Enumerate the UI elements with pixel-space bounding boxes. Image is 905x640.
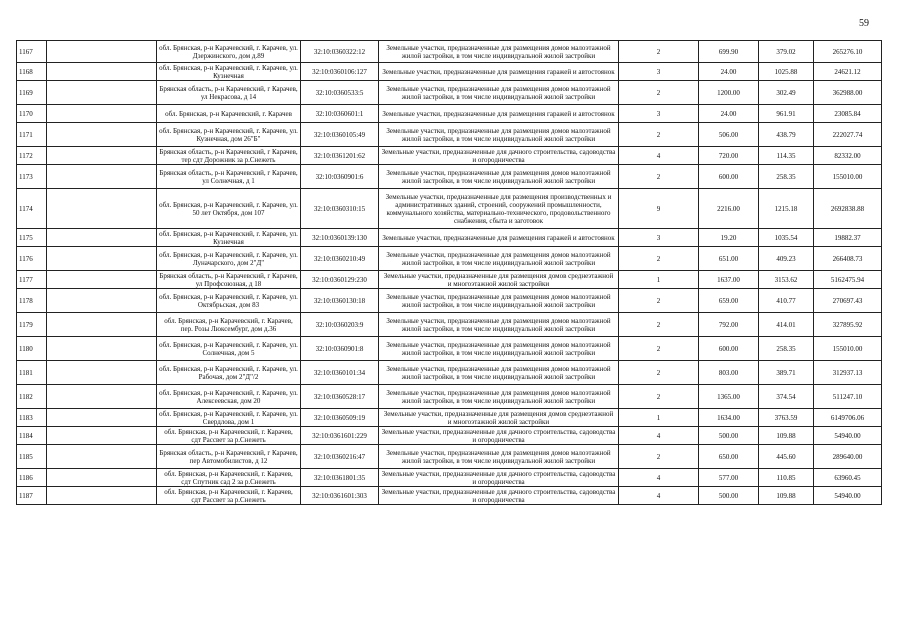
specific-value-cell: 109.88 bbox=[759, 427, 814, 445]
category-number-cell: 1 bbox=[619, 409, 699, 427]
address-cell: обл. Брянская, р-н Карачевский, г. Карачев, ул. 50 лет Октября, дом 107 bbox=[157, 189, 301, 229]
row-number: 1184 bbox=[17, 427, 47, 445]
cadastral-number-cell: 32:10:0361801:35 bbox=[301, 469, 379, 487]
specific-value-cell: 258.35 bbox=[759, 165, 814, 189]
row-number: 1178 bbox=[17, 289, 47, 313]
specific-value-cell: 110.85 bbox=[759, 469, 814, 487]
area-cell: 600.00 bbox=[699, 337, 759, 361]
row-number: 1170 bbox=[17, 105, 47, 123]
spacer-cell bbox=[47, 81, 157, 105]
cadastral-number-cell: 32:10:0360310:15 bbox=[301, 189, 379, 229]
cadastral-number-cell: 32:10:0360203:9 bbox=[301, 313, 379, 337]
area-cell: 600.00 bbox=[699, 165, 759, 189]
cadastral-value-cell: 289640.00 bbox=[814, 445, 882, 469]
area-cell: 1637.00 bbox=[699, 271, 759, 289]
address-cell: обл. Брянская, р-н Карачевский, г. Карачев, ул. Октябрьская, дом 83 bbox=[157, 289, 301, 313]
table-row bbox=[17, 41, 882, 63]
cadastral-value-cell: 327895.92 bbox=[814, 313, 882, 337]
category-number-cell: 2 bbox=[619, 385, 699, 409]
area-cell: 1365.00 bbox=[699, 385, 759, 409]
area-cell: 2216.00 bbox=[699, 189, 759, 229]
cadastral-value-cell: 270697.43 bbox=[814, 289, 882, 313]
table-row bbox=[17, 409, 882, 427]
address-cell: обл. Брянская, р-н Карачевский, г. Карачев, ул. Кузнечная, дом 26"Б" bbox=[157, 123, 301, 147]
address-cell: обл. Брянская, р-н Карачевский, г. Карачев, сдт Рассвет за р.Снежеть bbox=[157, 487, 301, 505]
row-number: 1177 bbox=[17, 271, 47, 289]
land-purpose-cell: Земельные участки, предназначенные для дачного строительства, садоводства и огородничества bbox=[379, 427, 619, 445]
table-row bbox=[17, 165, 882, 189]
category-number-cell: 3 bbox=[619, 105, 699, 123]
category-number-cell: 2 bbox=[619, 445, 699, 469]
land-plots-table bbox=[16, 40, 882, 505]
land-purpose-cell: Земельные участки, предназначенные для размещения домов малоэтажной жилой застройки, в том числе индивидуальной жилой застройки bbox=[379, 385, 619, 409]
cadastral-value-cell: 2692838.88 bbox=[814, 189, 882, 229]
specific-value-cell: 1215.18 bbox=[759, 189, 814, 229]
row-number: 1173 bbox=[17, 165, 47, 189]
specific-value-cell: 389.71 bbox=[759, 361, 814, 385]
land-purpose-cell: Земельные участки, предназначенные для размещения домов малоэтажной жилой застройки, в том числе индивидуальной жилой застройки bbox=[379, 123, 619, 147]
table-row bbox=[17, 289, 882, 313]
address-cell: обл. Брянская, р-н Карачевский, г. Карачев, ул. Луначарского, дом 2"Д" bbox=[157, 247, 301, 271]
category-number-cell: 2 bbox=[619, 289, 699, 313]
table-row bbox=[17, 361, 882, 385]
table-row bbox=[17, 445, 882, 469]
area-cell: 659.00 bbox=[699, 289, 759, 313]
area-cell: 577.00 bbox=[699, 469, 759, 487]
row-number: 1175 bbox=[17, 229, 47, 247]
area-cell: 500.00 bbox=[699, 487, 759, 505]
spacer-cell bbox=[47, 361, 157, 385]
row-number: 1169 bbox=[17, 81, 47, 105]
cadastral-number-cell: 32:10:0360528:17 bbox=[301, 385, 379, 409]
row-number: 1187 bbox=[17, 487, 47, 505]
category-number-cell: 2 bbox=[619, 337, 699, 361]
category-number-cell: 9 bbox=[619, 189, 699, 229]
cadastral-value-cell: 511247.10 bbox=[814, 385, 882, 409]
specific-value-cell: 302.49 bbox=[759, 81, 814, 105]
area-cell: 500.00 bbox=[699, 427, 759, 445]
spacer-cell bbox=[47, 229, 157, 247]
cadastral-value-cell: 266408.73 bbox=[814, 247, 882, 271]
table-row bbox=[17, 337, 882, 361]
category-number-cell: 2 bbox=[619, 123, 699, 147]
land-purpose-cell: Земельные участки, предназначенные для дачного строительства, садоводства и огородничества bbox=[379, 469, 619, 487]
cadastral-value-cell: 54940.00 bbox=[814, 427, 882, 445]
spacer-cell bbox=[47, 313, 157, 337]
land-purpose-cell: Земельные участки, предназначенные для размещения гаражей и автостоянок bbox=[379, 63, 619, 81]
specific-value-cell: 258.35 bbox=[759, 337, 814, 361]
row-number: 1176 bbox=[17, 247, 47, 271]
cadastral-number-cell: 32:10:0360533:5 bbox=[301, 81, 379, 105]
address-cell: обл. Брянская, р-н Карачевский, г. Карачев, ул. Кузнечная bbox=[157, 63, 301, 81]
specific-value-cell: 3153.62 bbox=[759, 271, 814, 289]
table-row bbox=[17, 385, 882, 409]
row-number: 1183 bbox=[17, 409, 47, 427]
land-purpose-cell: Земельные участки, предназначенные для размещения домов среднеэтажной и многоэтажной жилой застройки bbox=[379, 271, 619, 289]
specific-value-cell: 109.88 bbox=[759, 487, 814, 505]
category-number-cell: 2 bbox=[619, 41, 699, 63]
table-row bbox=[17, 247, 882, 271]
area-cell: 19.20 bbox=[699, 229, 759, 247]
specific-value-cell: 438.79 bbox=[759, 123, 814, 147]
address-cell: Брянская область, р-н Карачевский, г Карачев, ул Профсоюзная, д 18 bbox=[157, 271, 301, 289]
land-purpose-cell: Земельные участки, предназначенные для размещения домов малоэтажной жилой застройки, в том числе индивидуальной жилой застройки bbox=[379, 289, 619, 313]
specific-value-cell: 114.35 bbox=[759, 147, 814, 165]
table-row bbox=[17, 189, 882, 229]
cadastral-value-cell: 6149706.06 bbox=[814, 409, 882, 427]
land-purpose-cell: Земельные участки, предназначенные для дачного строительства, садоводства и огородничества bbox=[379, 487, 619, 505]
area-cell: 24.00 bbox=[699, 63, 759, 81]
cadastral-value-cell: 222027.74 bbox=[814, 123, 882, 147]
page-number: 59 bbox=[859, 18, 869, 29]
land-purpose-cell: Земельные участки, предназначенные для размещения домов малоэтажной жилой застройки, в том числе индивидуальной жилой застройки bbox=[379, 41, 619, 63]
address-cell: Брянская область, р-н Карачевский, г Карачев, ул Некрасова, д 14 bbox=[157, 81, 301, 105]
cadastral-number-cell: 32:10:0360139:130 bbox=[301, 229, 379, 247]
land-purpose-cell: Земельные участки, предназначенные для размещения домов малоэтажной жилой застройки, в том числе индивидуальной жилой застройки bbox=[379, 337, 619, 361]
cadastral-number-cell: 32:10:0361601:229 bbox=[301, 427, 379, 445]
category-number-cell: 2 bbox=[619, 165, 699, 189]
spacer-cell bbox=[47, 271, 157, 289]
spacer-cell bbox=[47, 105, 157, 123]
cadastral-number-cell: 32:10:0361201:62 bbox=[301, 147, 379, 165]
spacer-cell bbox=[47, 487, 157, 505]
spacer-cell bbox=[47, 469, 157, 487]
category-number-cell: 4 bbox=[619, 427, 699, 445]
row-number: 1167 bbox=[17, 41, 47, 63]
cadastral-value-cell: 312937.13 bbox=[814, 361, 882, 385]
row-number: 1174 bbox=[17, 189, 47, 229]
address-cell: обл. Брянская, р-н Карачевский, г. Карачев, ул. Свердлова, дом 1 bbox=[157, 409, 301, 427]
specific-value-cell: 410.77 bbox=[759, 289, 814, 313]
spacer-cell bbox=[47, 165, 157, 189]
category-number-cell: 4 bbox=[619, 469, 699, 487]
area-cell: 650.00 bbox=[699, 445, 759, 469]
cadastral-value-cell: 265276.10 bbox=[814, 41, 882, 63]
area-cell: 699.90 bbox=[699, 41, 759, 63]
land-purpose-cell: Земельные участки, предназначенные для размещения домов малоэтажной жилой застройки, в том числе индивидуальной жилой застройки bbox=[379, 247, 619, 271]
land-purpose-cell: Земельные участки, предназначенные для размещения домов малоэтажной жилой застройки, в том числе индивидуальной жилой застройки bbox=[379, 361, 619, 385]
cadastral-number-cell: 32:10:0360106:127 bbox=[301, 63, 379, 81]
area-cell: 651.00 bbox=[699, 247, 759, 271]
specific-value-cell: 3763.59 bbox=[759, 409, 814, 427]
table-row bbox=[17, 105, 882, 123]
cadastral-number-cell: 32:10:0360129:230 bbox=[301, 271, 379, 289]
specific-value-cell: 409.23 bbox=[759, 247, 814, 271]
row-number: 1179 bbox=[17, 313, 47, 337]
address-cell: Брянская область, р-н Карачевский, г Карачев, ул Солнечная, д 1 bbox=[157, 165, 301, 189]
cadastral-value-cell: 54940.00 bbox=[814, 487, 882, 505]
table-row bbox=[17, 229, 882, 247]
category-number-cell: 2 bbox=[619, 81, 699, 105]
area-cell: 720.00 bbox=[699, 147, 759, 165]
address-cell: обл. Брянская, р-н Карачевский, г. Карачев bbox=[157, 105, 301, 123]
spacer-cell bbox=[47, 409, 157, 427]
specific-value-cell: 961.91 bbox=[759, 105, 814, 123]
category-number-cell: 4 bbox=[619, 147, 699, 165]
area-cell: 792.00 bbox=[699, 313, 759, 337]
row-number: 1180 bbox=[17, 337, 47, 361]
category-number-cell: 2 bbox=[619, 247, 699, 271]
specific-value-cell: 374.54 bbox=[759, 385, 814, 409]
cadastral-value-cell: 63960.45 bbox=[814, 469, 882, 487]
land-purpose-cell: Земельные участки, предназначенные для дачного строительства, садоводства и огородничества bbox=[379, 147, 619, 165]
spacer-cell bbox=[47, 385, 157, 409]
row-number: 1182 bbox=[17, 385, 47, 409]
land-purpose-cell: Земельные участки, предназначенные для размещения гаражей и автостоянок bbox=[379, 229, 619, 247]
table-row bbox=[17, 427, 882, 445]
specific-value-cell: 1035.54 bbox=[759, 229, 814, 247]
table-row bbox=[17, 147, 882, 165]
table-row bbox=[17, 487, 882, 505]
land-purpose-cell: Земельные участки, предназначенные для размещения домов среднеэтажной и многоэтажной жилой застройки bbox=[379, 409, 619, 427]
cadastral-number-cell: 32:10:0360210:49 bbox=[301, 247, 379, 271]
table-row bbox=[17, 271, 882, 289]
address-cell: обл. Брянская, р-н Карачевский, г. Карачев, сдт Рассвет за р.Снежеть bbox=[157, 427, 301, 445]
cadastral-number-cell: 32:10:0360509:19 bbox=[301, 409, 379, 427]
cadastral-number-cell: 32:10:0360130:18 bbox=[301, 289, 379, 313]
category-number-cell: 3 bbox=[619, 229, 699, 247]
row-number: 1168 bbox=[17, 63, 47, 81]
area-cell: 1634.00 bbox=[699, 409, 759, 427]
row-number: 1181 bbox=[17, 361, 47, 385]
row-number: 1185 bbox=[17, 445, 47, 469]
cadastral-value-cell: 24621.12 bbox=[814, 63, 882, 81]
area-cell: 803.00 bbox=[699, 361, 759, 385]
land-purpose-cell: Земельные участки, предназначенные для размещения домов малоэтажной жилой застройки, в том числе индивидуальной жилой застройки bbox=[379, 313, 619, 337]
spacer-cell bbox=[47, 337, 157, 361]
area-cell: 506.00 bbox=[699, 123, 759, 147]
address-cell: Брянская область, р-н Карачевский, г Карачев, пер Автомобилистов, д 12 bbox=[157, 445, 301, 469]
row-number: 1171 bbox=[17, 123, 47, 147]
specific-value-cell: 445.60 bbox=[759, 445, 814, 469]
table-row bbox=[17, 123, 882, 147]
area-cell: 24.00 bbox=[699, 105, 759, 123]
address-cell: обл. Брянская, р-н Карачевский, г. Карачев, сдт Спутник сад 2 за р.Снежеть bbox=[157, 469, 301, 487]
address-cell: обл. Брянская, р-н Карачевский, г. Карачев, пер. Розы Люксембург, дом д.36 bbox=[157, 313, 301, 337]
cadastral-value-cell: 362988.00 bbox=[814, 81, 882, 105]
spacer-cell bbox=[47, 123, 157, 147]
specific-value-cell: 414.01 bbox=[759, 313, 814, 337]
land-purpose-cell: Земельные участки, предназначенные для размещения гаражей и автостоянок bbox=[379, 105, 619, 123]
table-row bbox=[17, 81, 882, 105]
category-number-cell: 2 bbox=[619, 313, 699, 337]
spacer-cell bbox=[47, 147, 157, 165]
category-number-cell: 2 bbox=[619, 361, 699, 385]
table-body bbox=[17, 41, 882, 505]
cadastral-number-cell: 32:10:0361601:303 bbox=[301, 487, 379, 505]
cadastral-value-cell: 5162475.94 bbox=[814, 271, 882, 289]
cadastral-number-cell: 32:10:0360901:6 bbox=[301, 165, 379, 189]
cadastral-number-cell: 32:10:0360322:12 bbox=[301, 41, 379, 63]
spacer-cell bbox=[47, 445, 157, 469]
cadastral-value-cell: 155010.00 bbox=[814, 337, 882, 361]
specific-value-cell: 379.02 bbox=[759, 41, 814, 63]
spacer-cell bbox=[47, 289, 157, 313]
cadastral-number-cell: 32:10:0360105:49 bbox=[301, 123, 379, 147]
address-cell: обл. Брянская, р-н Карачевский, г. Карачев, ул. Дзержинского, дом д.89 bbox=[157, 41, 301, 63]
specific-value-cell: 1025.88 bbox=[759, 63, 814, 81]
address-cell: обл. Брянская, р-н Карачевский, г. Карачев, ул. Рабочая, дом 2"Д"/2 bbox=[157, 361, 301, 385]
category-number-cell: 4 bbox=[619, 487, 699, 505]
row-number: 1172 bbox=[17, 147, 47, 165]
land-purpose-cell: Земельные участки, предназначенные для размещения домов малоэтажной жилой застройки, в том числе индивидуальной жилой застройки bbox=[379, 445, 619, 469]
cadastral-value-cell: 23085.84 bbox=[814, 105, 882, 123]
address-cell: обл. Брянская, р-н Карачевский, г. Карачев, ул. Кузнечная bbox=[157, 229, 301, 247]
land-purpose-cell: Земельные участки, предназначенные для размещения домов малоэтажной жилой застройки, в том числе индивидуальной жилой застройки bbox=[379, 165, 619, 189]
area-cell: 1200.00 bbox=[699, 81, 759, 105]
land-purpose-cell: Земельные участки, предназначенные для размещения производственных и административных зданий, строений, сооружений промышленности, коммунального хозяйства, материально-технического, продовольственного снабжения, сбыта и заготовок bbox=[379, 189, 619, 229]
address-cell: обл. Брянская, р-н Карачевский, г. Карачев, ул. Алексеевская, дом 20 bbox=[157, 385, 301, 409]
cadastral-number-cell: 32:10:0360101:34 bbox=[301, 361, 379, 385]
table-row bbox=[17, 313, 882, 337]
cadastral-value-cell: 19882.37 bbox=[814, 229, 882, 247]
table-row bbox=[17, 63, 882, 81]
row-number: 1186 bbox=[17, 469, 47, 487]
spacer-cell bbox=[47, 41, 157, 63]
cadastral-value-cell: 82332.00 bbox=[814, 147, 882, 165]
address-cell: Брянская область, р-н Карачевский, г Карачев, тер сдт Дорожник за р.Снежеть bbox=[157, 147, 301, 165]
land-purpose-cell: Земельные участки, предназначенные для размещения домов малоэтажной жилой застройки, в том числе индивидуальной жилой застройки bbox=[379, 81, 619, 105]
cadastral-number-cell: 32:10:0360601:1 bbox=[301, 105, 379, 123]
address-cell: обл. Брянская, р-н Карачевский, г. Карачев, ул. Солнечная, дом 5 bbox=[157, 337, 301, 361]
cadastral-number-cell: 32:10:0360216:47 bbox=[301, 445, 379, 469]
cadastral-number-cell: 32:10:0360901:8 bbox=[301, 337, 379, 361]
cadastral-value-cell: 155010.00 bbox=[814, 165, 882, 189]
category-number-cell: 3 bbox=[619, 63, 699, 81]
spacer-cell bbox=[47, 189, 157, 229]
spacer-cell bbox=[47, 427, 157, 445]
category-number-cell: 1 bbox=[619, 271, 699, 289]
table-row bbox=[17, 469, 882, 487]
spacer-cell bbox=[47, 63, 157, 81]
spacer-cell bbox=[47, 247, 157, 271]
